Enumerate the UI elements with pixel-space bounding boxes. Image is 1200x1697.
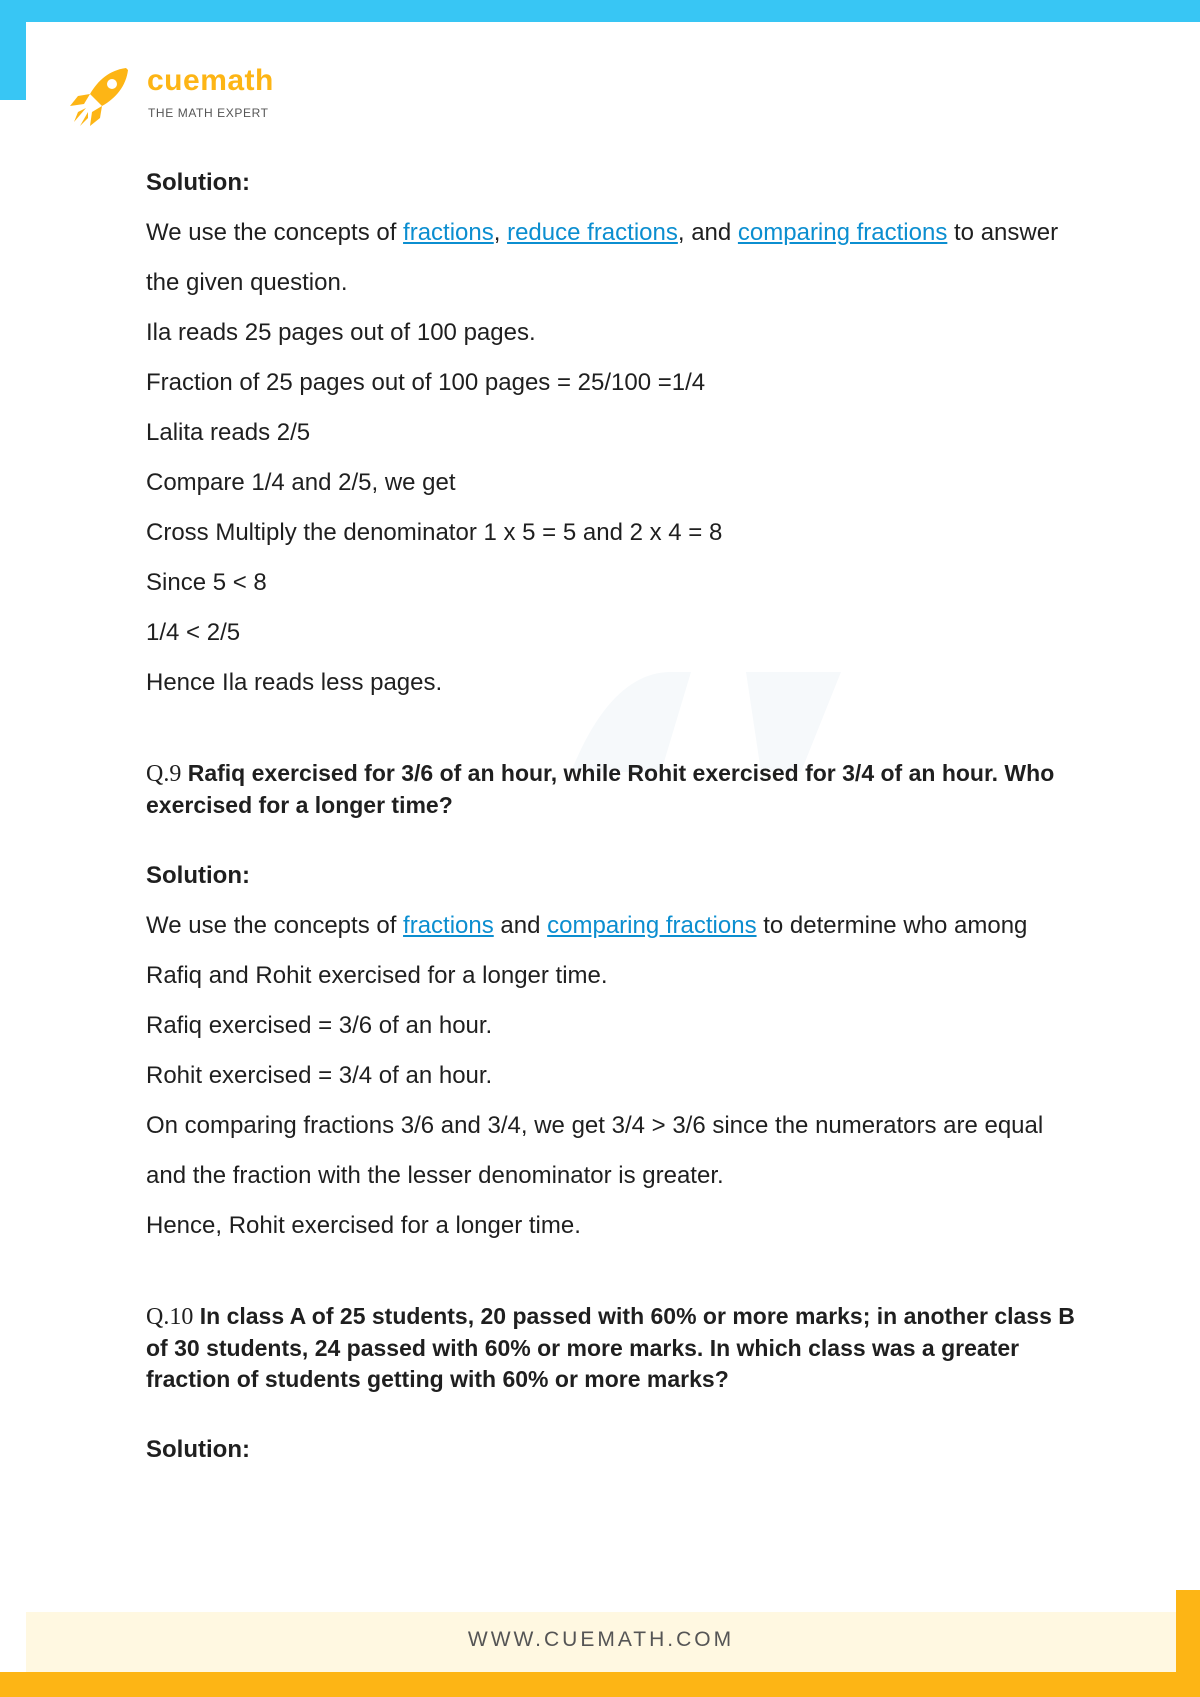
question-10: [146, 1301, 1076, 1395]
solution-1-line: Cross Multiply the denominator 1 x 5 = 5 and 2 x 4 = 8: [146, 519, 723, 546]
footer-url[interactable]: WWW.CUEMATH.COM: [467, 1628, 735, 1651]
solution-9-intro: We use the concepts of fractions and comparing fractions to determine who among Rafiq and Rohit exercised for a longer time.: [146, 912, 1028, 989]
link-reduce-fractions[interactable]: reduce fractions: [507, 219, 678, 246]
link-comparing-fractions[interactable]: comparing fractions: [547, 912, 757, 939]
bottom-frame-band: [0, 1672, 1200, 1697]
question-9-text: Rafiq exercised for 3/6 of an hour, while Rohit exercised for 3/4 of an hour. Who exercised for a longer time?: [146, 760, 1055, 818]
solution-9-line: On comparing fractions 3/6 and 3/4, we get 3/4 > 3/6 since the numerators are equal and the fraction with the lesser denominator is greater.: [146, 1112, 1044, 1189]
question-10-number: Q.10: [146, 1304, 194, 1330]
question-10-text: In class A of 25 students, 20 passed with 60% or more marks; in another class B of 30 students, 24 passed with 60% or more marks. In which class was a greater fraction of students getting with 60% or more marks?: [146, 1303, 1075, 1392]
solution-9-line: Rohit exercised = 3/4 of an hour.: [146, 1062, 493, 1089]
solution-1-line: Ila reads 25 pages out of 100 pages.: [146, 319, 536, 346]
solution-1-line: 1/4 < 2/5: [146, 619, 241, 646]
content-column: [146, 150, 1076, 1475]
solution-1-line: Lalita reads 2/5: [146, 419, 311, 446]
top-frame-band: [0, 0, 1200, 22]
solution-1-line: Hence Ila reads less pages.: [146, 669, 443, 696]
solution-9-line: Rafiq exercised = 3/6 of an hour.: [146, 1012, 493, 1039]
solution-heading-10: Solution:: [146, 1436, 250, 1463]
rocket-icon: [66, 66, 136, 130]
question-9: [146, 758, 1076, 821]
link-comparing-fractions[interactable]: comparing fractions: [737, 219, 948, 246]
left-frame-band: [0, 0, 26, 100]
solution-1-line: Compare 1/4 and 2/5, we get: [146, 469, 456, 496]
right-frame-band: [1176, 1590, 1200, 1697]
brand-name: cuemath: [147, 64, 274, 97]
solution-1-line: Fraction of 25 pages out of 100 pages = 25/100 =1/4: [146, 369, 706, 396]
brand-tagline: THE MATH EXPERT: [148, 106, 269, 120]
solution-9-line: Hence, Rohit exercised for a longer time.: [146, 1212, 581, 1239]
solution-1-intro: We use the concepts of fractions, reduce fractions, and comparing fractions to answer the given question.: [146, 219, 1059, 296]
cuemath-logo[interactable]: [66, 58, 306, 128]
question-9-number: Q.9: [146, 761, 182, 787]
link-fractions[interactable]: fractions: [403, 219, 494, 246]
solution-1-line: Since 5 < 8: [146, 569, 267, 596]
page-card: [26, 22, 1176, 1672]
solution-heading-9: Solution:: [146, 862, 250, 889]
link-fractions[interactable]: fractions: [403, 912, 494, 939]
solution-heading-1: Solution:: [146, 169, 250, 196]
